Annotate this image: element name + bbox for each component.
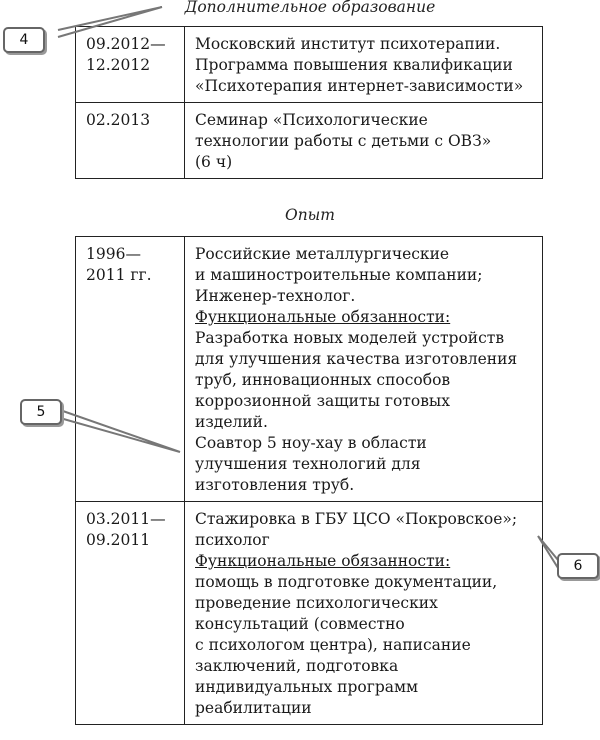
- description-cell: [185, 27, 543, 103]
- text-line: и машиностроительные компании;: [195, 266, 483, 284]
- text-line: Стажировка в ГБУ ЦСО «Покровское»;: [195, 510, 518, 528]
- experience-table: [75, 236, 543, 725]
- date-cell: [76, 27, 185, 103]
- callout-badge-5: 5: [20, 399, 62, 425]
- text-line: Программа повышения квалификации: [195, 56, 513, 74]
- text-line: Московский институт психотерапии.: [195, 35, 501, 53]
- date-cell: [76, 502, 185, 725]
- text-line: консультаций (совместно: [195, 615, 405, 633]
- duties-heading: Функциональные обязанности:: [195, 552, 451, 570]
- date-line: 1996—: [86, 245, 141, 263]
- description-cell: [185, 103, 543, 179]
- education-table: [75, 26, 543, 179]
- text-line: реабилитации: [195, 699, 312, 717]
- text-line: технологии работы с детьми с ОВЗ»: [195, 132, 492, 150]
- text-line: заключений, подготовка: [195, 657, 399, 675]
- date-line: 09.2012—: [86, 35, 166, 53]
- description-cell: [185, 502, 543, 725]
- duties-heading: Функциональные обязанности:: [195, 308, 451, 326]
- text-line: индивидуальных программ: [195, 678, 419, 696]
- text-line: Семинар «Психологические: [195, 111, 428, 129]
- date-cell: [76, 103, 185, 179]
- text-line: Инженер-технолог.: [195, 287, 356, 305]
- section-caption-experience: Опыт: [284, 206, 335, 224]
- date-line: 2011 гг.: [86, 266, 152, 284]
- date-line: 03.2011—: [86, 510, 166, 528]
- text-line: Разработка новых моделей устройств: [195, 329, 505, 347]
- text-line: (6 ч): [195, 153, 233, 171]
- description-cell: [185, 237, 543, 502]
- date-cell: [76, 237, 185, 502]
- text-line: коррозионной защиты готовых: [195, 392, 451, 410]
- text-line: психолог: [195, 531, 270, 549]
- text-line: Соавтор 5 ноу-хау в области: [195, 434, 427, 452]
- callout-badge-6: 6: [557, 553, 599, 579]
- date-line: 09.2011: [86, 531, 151, 549]
- text-line: улучшения технологий для: [195, 455, 421, 473]
- text-line: изготовления труб.: [195, 476, 355, 494]
- text-line: труб, инновационных способов: [195, 371, 451, 389]
- table-row: [76, 103, 543, 179]
- table-row: [76, 27, 543, 103]
- text-line: изделий.: [195, 413, 268, 431]
- text-line: помощь в подготовке документации,: [195, 573, 498, 591]
- text-line: Российские металлургические: [195, 245, 450, 263]
- callout-badge-4: 4: [3, 27, 45, 53]
- date-line: 12.2012: [86, 56, 151, 74]
- table-row: [76, 237, 543, 502]
- text-line: проведение психологических: [195, 594, 438, 612]
- text-line: «Психотерапия интернет-зависимости»: [195, 77, 524, 95]
- table-row: [76, 502, 543, 725]
- text-line: для улучшения качества изготовления: [195, 350, 518, 368]
- text-line: с психологом центра), написание: [195, 636, 471, 654]
- section-caption-education: Дополнительное образование: [184, 0, 436, 16]
- date-line: 02.2013: [86, 111, 151, 129]
